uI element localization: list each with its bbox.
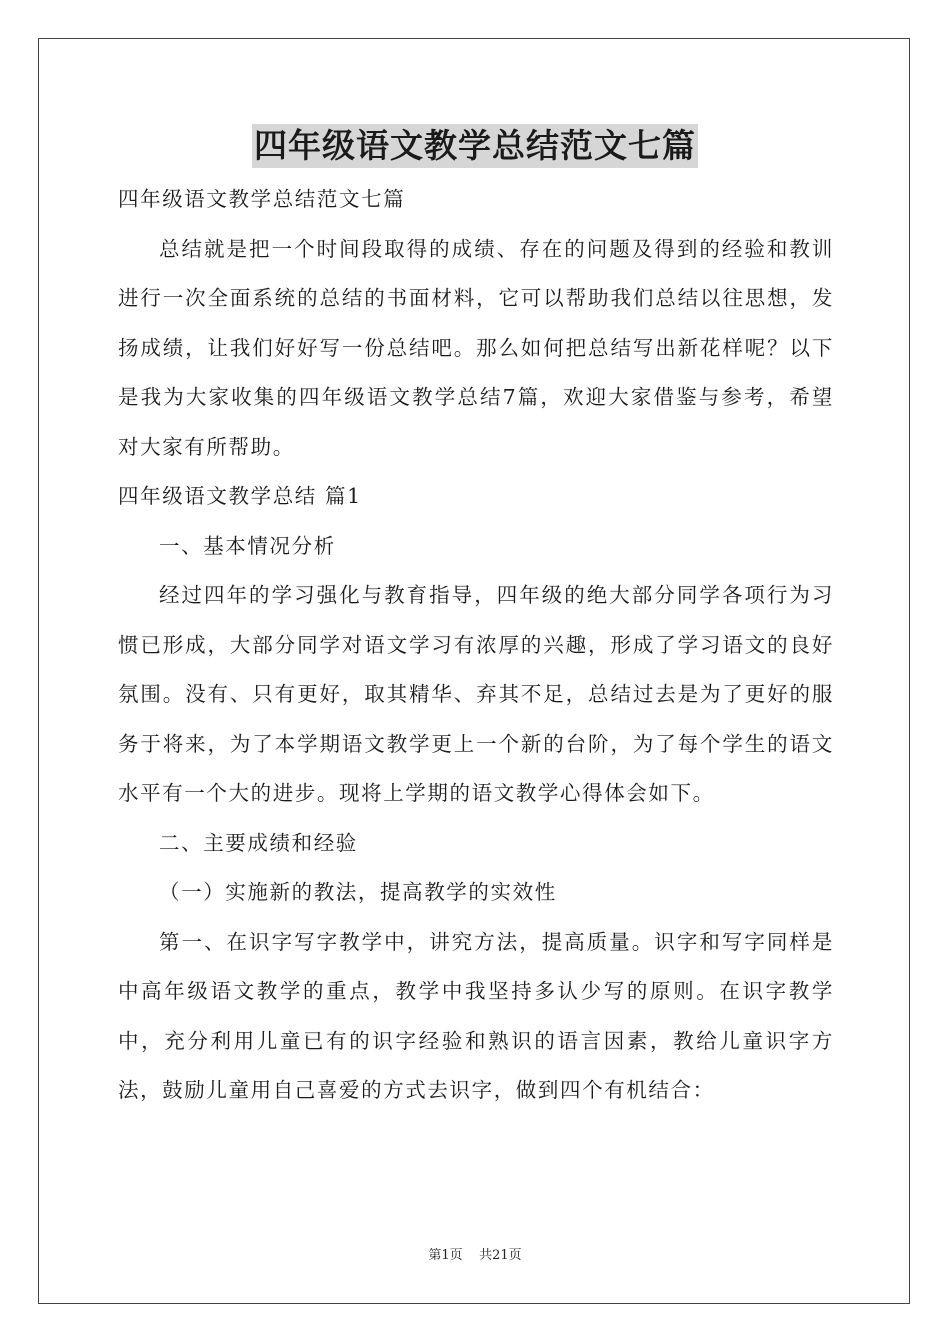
document-body [118,175,834,1116]
document-title: 四年级语文教学总结范文七篇 [252,124,698,168]
title-area [0,124,950,168]
body-paragraph: 第一、在识字写字教学中，讲究方法，提高质量。识字和写字同样是中高年级语文教学的重点，教学中我坚持多认少写的原则。在识字教学中，充分利用儿童已有的识字经验和熟识的语言因素，教给儿童识字方法，鼓励儿童用自己喜爱的方式去识字，做到四个有机结合： [118,929,834,1102]
subheading-new-methods: （一）实施新的教法，提高教学的实效性 [159,880,557,904]
page-footer: 第1页 共21页 [428,1248,522,1263]
subheading-achievements: 二、主要成绩和经验 [159,830,358,855]
section-heading: 四年级语文教学总结 篇1 [118,484,362,508]
subtitle-line: 四年级语文教学总结范文七篇 [118,187,406,211]
subheading-basic-situation: 一、基本情况分析 [159,533,336,558]
body-paragraph: 经过四年的学习强化与教育指导，四年级的绝大部分同学各项行为习惯已形成，大部分同学对语文学习有浓厚的兴趣，形成了学习语文的良好氛围。没有、只有更好，取其精华、弃其不足，总结过去是为了更好的服务于将来，为了本学期语文教学更上一个新的台阶，为了每个学生的语文水平有一个大的进步。现将上学期的语文教学心得体会如下。 [118,583,834,805]
intro-paragraph: 总结就是把一个时间段取得的成绩、存在的问题及得到的经验和教训进行一次全面系统的总结的书面材料，它可以帮助我们总结以往思想，发扬成绩，让我们好好写一份总结吧。那么如何把总结写出新花样呢？以下是我为大家收集的四年级语文教学总结7篇，欢迎大家借鉴与参考，希望对大家有所帮助。 [118,236,834,459]
